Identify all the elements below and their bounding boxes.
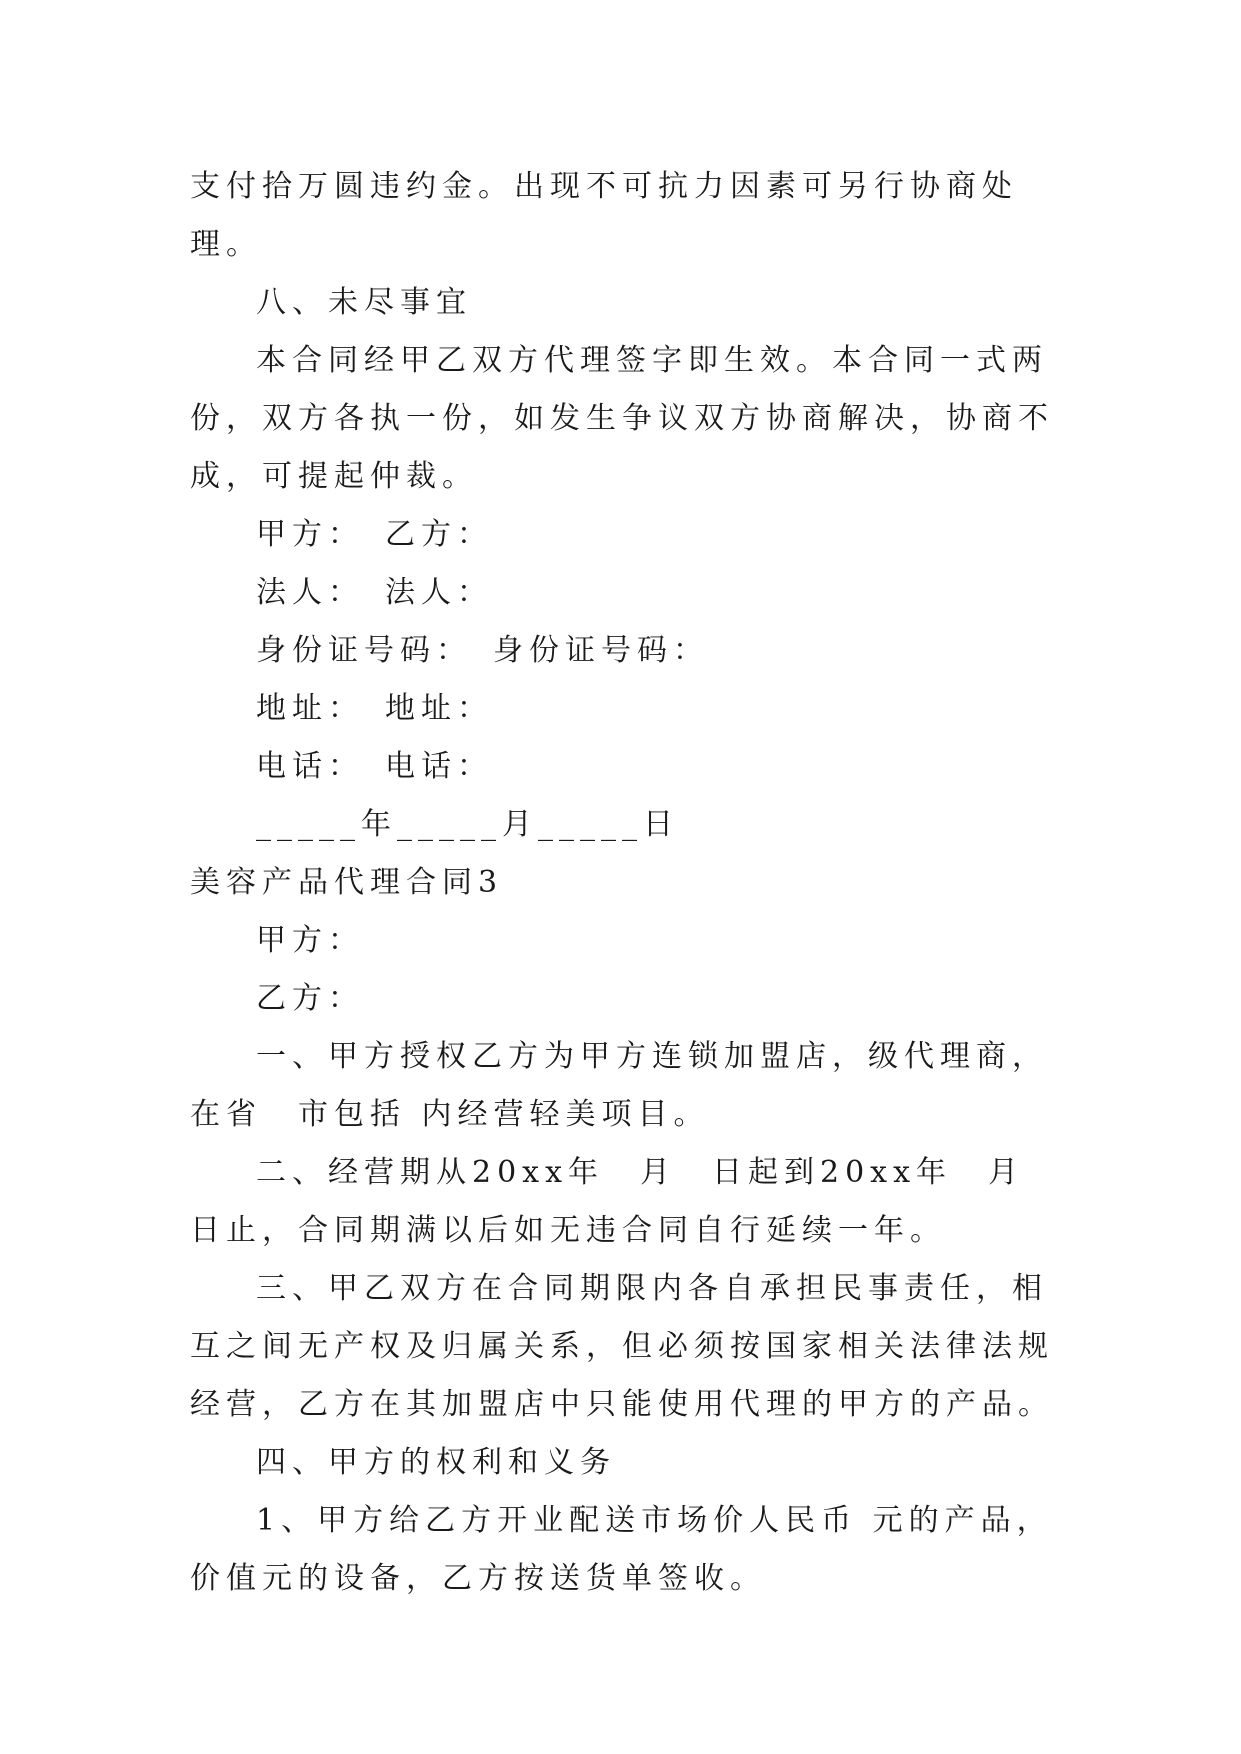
signature-id-number-line: 身份证号码： 身份证号码： [256, 633, 709, 668]
paragraph-penalty-clause: 支付拾万圆违约金。出现不可抗力因素可另行协商处理。 [190, 169, 1018, 262]
clause-3-liability: 三、甲乙双方在合同期限内各自承担民事责任，相互之间无产权及归属关系，但必须按国家相关法律法规经营，乙方在其加盟店中只能使用代理的甲方的产品。 [190, 1271, 1054, 1422]
section-heading-8: 八、未尽事宜 [256, 285, 472, 320]
contract-title: 美容产品代理合同3 [190, 865, 504, 900]
document-body [190, 158, 1070, 1608]
signature-legal-rep-line: 法人： 法人： [256, 575, 493, 610]
signature-party-line: 甲方： 乙方： [256, 517, 493, 552]
party-b-line: 乙方： [256, 981, 364, 1016]
clause-1-authorization: 一、甲方授权乙方为甲方连锁加盟店，级代理商，在省 市包括 内经营轻美项目。 [190, 1039, 1048, 1132]
signature-address-line: 地址： 地址： [256, 691, 493, 726]
clause-2-term: 二、经营期从20xx年 月 日起到20xx年 月 日止，合同期满以后如无违合同自行延续一年。 [190, 1155, 1061, 1248]
party-a-line: 甲方： [256, 923, 364, 958]
paragraph-effectiveness-clause: 本合同经甲乙双方代理签字即生效。本合同一式两份，双方各执一份，如发生争议双方协商解决，协商不成，可提起仲裁。 [190, 343, 1054, 494]
section-heading-4: 四、甲方的权利和义务 [256, 1445, 616, 1480]
signature-date-line: _____年_____月_____日 [256, 807, 679, 842]
signature-phone-line: 电话： 电话： [256, 749, 493, 784]
clause-4-1-delivery: 1、甲方给乙方开业配送市场价人民币 元的产品，价值元的设备，乙方按送货单签收。 [190, 1503, 1053, 1596]
